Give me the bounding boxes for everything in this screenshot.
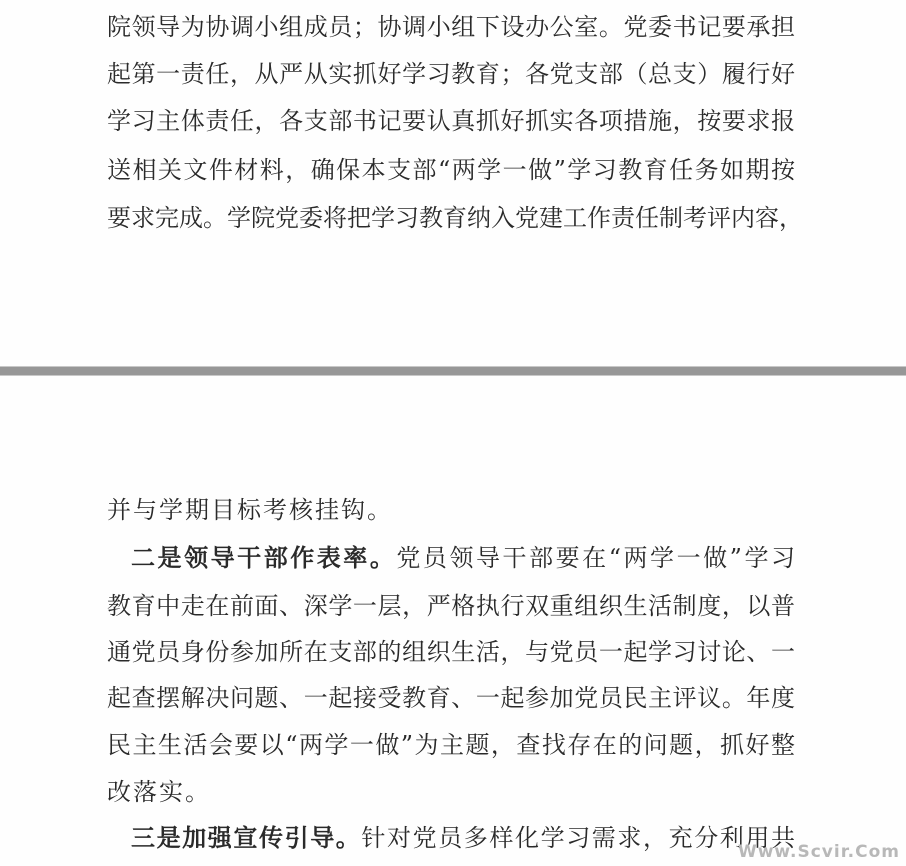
text-line: 民主生活会要以“两学一做”为主题，查找存在的问题，抓好整 <box>107 731 795 759</box>
paragraph-3-first-line <box>131 823 795 853</box>
page-separator <box>0 366 906 376</box>
text-line: 教育中走在前面、深学一层，严格执行双重组织生活制度，以普 <box>107 592 795 620</box>
paragraph-heading: 二是领导干部作表率。 <box>131 543 397 572</box>
text-line: 学习主体责任，各支部书记要认真抓好抓实各项措施，按要求报 <box>107 107 795 135</box>
text-line: 送相关文件材料，确保本支部“两学一做”学习教育任务如期按 <box>107 156 795 184</box>
text-span: 针对党员多样化学习需求，充分利用共 <box>361 824 796 852</box>
watermark: Www.Scvir.Com <box>737 842 900 862</box>
text-line: 要求完成。学院党委将把学习教育纳入党建工作责任制考评内容， <box>107 204 803 232</box>
paragraph-heading: 三是加强宣传引导。 <box>131 823 362 852</box>
document-page-1 <box>0 0 906 366</box>
text-span: 党员领导干部要在“两学一做”学习 <box>396 544 796 572</box>
text-line: 通党员身份参加所在支部的组织生活，与党员一起学习讨论、一 <box>107 638 795 666</box>
text-line: 改落实。 <box>107 778 211 806</box>
text-line: 起查摆解决问题、一起接受教育、一起参加党员民主评议。年度 <box>107 684 795 712</box>
text-line: 起第一责任，从严从实抓好学习教育；各党支部（总支）履行好 <box>107 60 795 88</box>
text-line: 院领导为协调小组成员；协调小组下设办公室。党委书记要承担 <box>107 13 795 41</box>
paragraph-2-first-line <box>131 543 795 573</box>
document-page-2 <box>0 376 906 866</box>
text-line: 并与学期目标考核挂钩。 <box>107 496 393 524</box>
